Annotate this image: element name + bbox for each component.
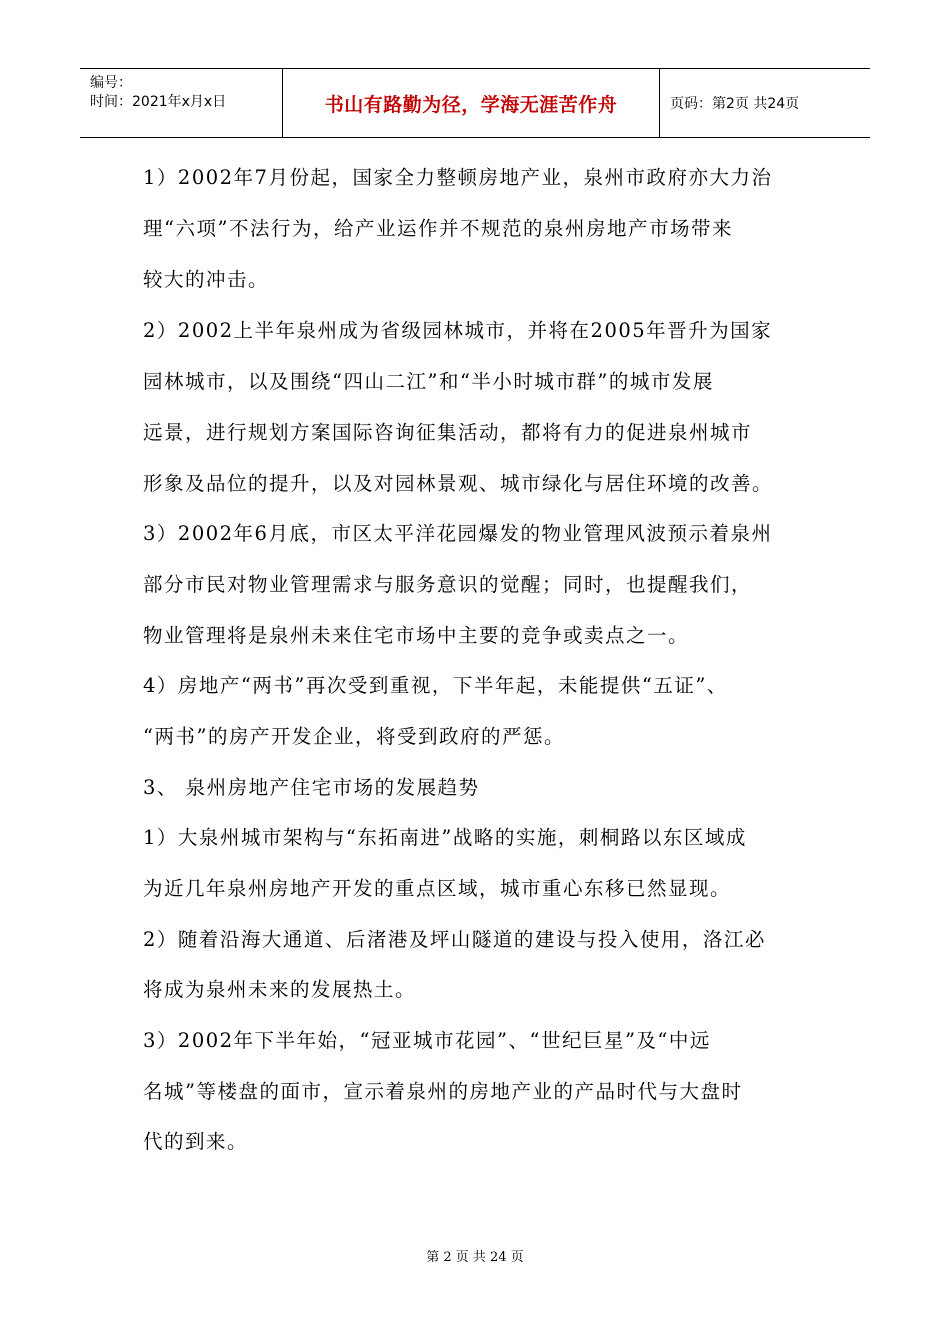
text-line: 1）大泉州城市架构与“东拓南进”战略的实施，刺桐路以东区域成 <box>143 826 747 849</box>
text-line: 为近几年泉州房地产开发的重点区域，城市重心东移已然显现。 <box>143 877 732 900</box>
text-line: 1）2002年7月份起，国家全力整顿房地产业，泉州市政府亦大力治 <box>143 166 773 189</box>
text-line: 3）2002年下半年始，“冠亚城市花园”、“世纪巨星”及“中远 <box>143 1029 711 1052</box>
text-line: 3）2002年6月底，市区太平洋花园爆发的物业管理风波预示着泉州 <box>143 522 773 545</box>
text-line: 2）2002上半年泉州成为省级园林城市，并将在2005年晋升为国家 <box>143 319 773 342</box>
text-line: 代的到来。 <box>143 1130 249 1153</box>
text-line: 名城”等楼盘的面市，宣示着泉州的房地产业的产品时代与大盘时 <box>143 1080 743 1103</box>
page-footer: 第 2 页 共 24 页 <box>426 1250 524 1265</box>
text-line: 物业管理将是泉州未来住宅市场中主要的竞争或卖点之一。 <box>143 624 690 647</box>
header-right-cell <box>660 69 870 137</box>
header-page-info: 页码：第2页 共24页 <box>670 96 800 112</box>
section-heading: 3、 泉州房地产住宅市场的发展趋势 <box>143 776 480 799</box>
text-line: “两书”的房产开发企业，将受到政府的严惩。 <box>143 725 565 748</box>
document-number-label: 编号： <box>90 75 132 91</box>
header-left-cell <box>80 69 283 137</box>
page-header <box>80 68 870 138</box>
header-motto: 书山有路勤为径，学海无涯苦作舟 <box>324 93 618 116</box>
text-line: 4）房地产“两书”再次受到重视，下半年起，未能提供“五证”、 <box>143 674 728 697</box>
document-date: 时间：2021年x月x日 <box>90 94 227 110</box>
text-line: 理“六项”不法行为，给产业运作并不规范的泉州房地产市场带来 <box>143 217 733 240</box>
header-middle-cell <box>283 69 660 137</box>
text-line: 部分市民对物业管理需求与服务意识的觉醒；同时，也提醒我们， <box>143 573 753 596</box>
text-line: 园林城市，以及围绕“四山二江”和“半小时城市群”的城市发展 <box>143 370 714 393</box>
text-line: 将成为泉州未来的发展热土。 <box>143 978 417 1001</box>
text-line: 形象及品位的提升，以及对园林景观、城市绿化与居住环境的改善。 <box>143 472 774 495</box>
text-line: 较大的冲击。 <box>143 268 270 291</box>
text-line: 远景，进行规划方案国际咨询征集活动，都将有力的促进泉州城市 <box>143 421 753 444</box>
text-line: 2）随着沿海大通道、后渚港及坪山隧道的建设与投入使用，洛江必 <box>143 928 766 951</box>
